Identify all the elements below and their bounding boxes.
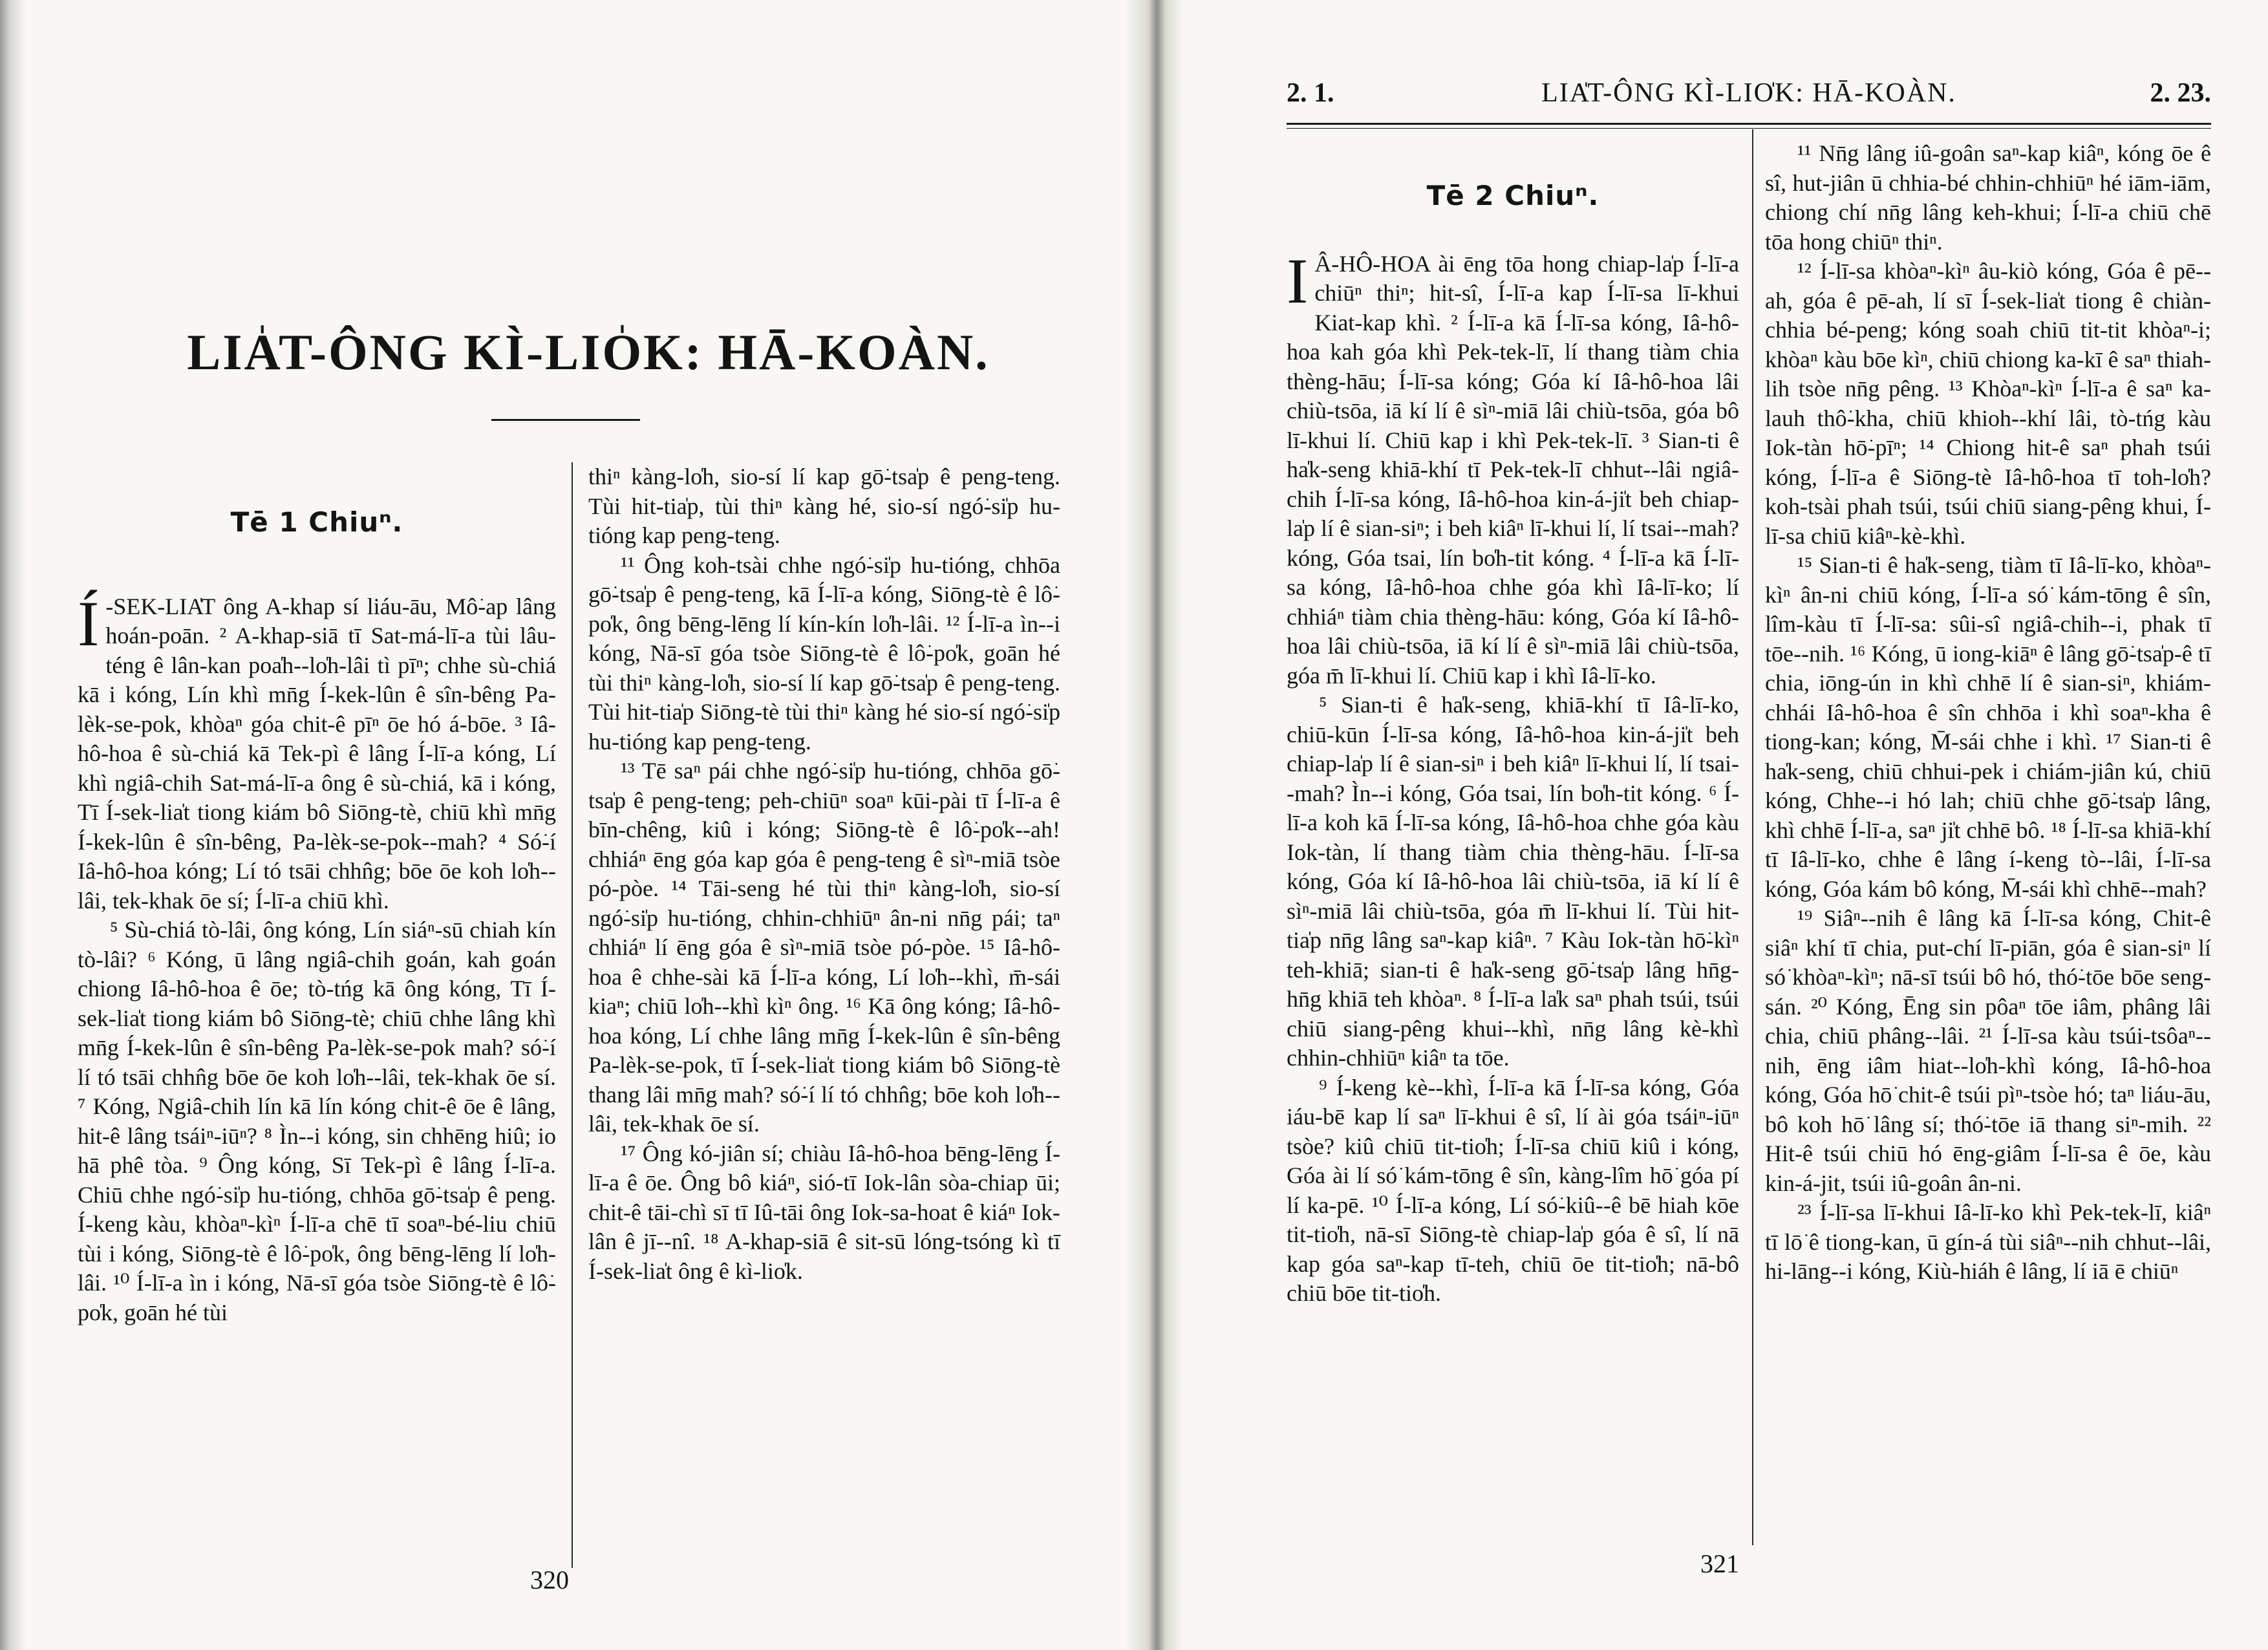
column-divider — [1752, 129, 1753, 1545]
column-divider — [572, 462, 573, 1568]
running-head-end-ref: 2. 23. — [2150, 78, 2211, 108]
chapter-heading: Tē 1 Chiuⁿ. — [230, 506, 403, 538]
book-title: LIA̍T-ÔNG KÌ-LIO̍K: HĀ-KOÀN. — [187, 324, 990, 380]
book-cover-edge — [0, 0, 26, 1650]
paragraph: ⁹ Í-keng kè--khì, Í-lī-a kā Í-lī-sa kóng, Góa iáu-bē kap lí saⁿ lī-khui ê sî, lí ài góa tsáiⁿ-iūⁿ tsòe? kiû chiū tit-tio̍h; Í-lī-sa chiū kiû i kóng, Góa ài lí só͘ kám-tōng ê sîn, kàng-lîm hō͘ góa pí lí ka-pē. ¹⁰ Í-lī-a kóng, Lí só͘-kiû--ê bē hiah kōe tit-tio̍h, nā-sī Siōng-tè chiap-la̍p góa ê sî, lí nā kap góa saⁿ-kap tī-teh, chiū ōe tit-tio̍h; nā-bô chiū bōe tit-tio̍h. — [1287, 1074, 1739, 1306]
page-number: 320 — [530, 1565, 569, 1594]
paragraph: ¹² Í-lī-sa khòaⁿ-kìⁿ âu-kiò kóng, Góa ê pē--ah, góa ê pē-ah, lí sī Í-sek-lia̍t tiong ê chiàn-chhia bé-peng; kóng soah chiū tit-tit khòaⁿ-i; khòaⁿ kàu bōe kìⁿ, chiū chiong ka-kī ê saⁿ thiah-lih tsòe nn̄g pêng. ¹³ Khòaⁿ-kìⁿ Í-lī-a ê saⁿ ka-lauh thô͘-kha, chiū khioh--khí lâi, tò-tńg kàu Iok-tàn hō͘-pīⁿ; ¹⁴ Chiong hit-ê saⁿ phah tsúi kóng, Í-lī-a ê Siōng-tè Iâ-hô-hoa tī toh-lo̍h? koh-tsài phah tsúi, tsúi chiū siang-pêng khui, Í-lī-sa chiū kiâⁿ-kè-khì. — [1765, 258, 2211, 549]
chapter-heading: Tē 2 Chiuⁿ. — [1426, 180, 1599, 211]
paragraph: ¹⁹ Siâⁿ--nih ê lâng kā Í-lī-sa kóng, Chit-ê siâⁿ khí tī chia, put-chí lī-piān, góa ê sian-siⁿ lí só͘ khòaⁿ-kìⁿ; nā-sī tsúi bô hó, thó͘-tōe bōe seng-sán. ²⁰ Kóng, Ēng sin pôaⁿ tōe iâm, phâng lâi chia, chiū phâng--lâi. ²¹ Í-lī-sa kàu tsúi-tsôaⁿ--nih, ēng iâm hiat--lo̍h-khì kóng, Iâ-hô-hoa kóng, Góa hō͘ chit-ê tsúi pìⁿ-tsòe hó; taⁿ liáu-āu, bô koh hō͘ lâng sí; thó͘-tōe iā thang siⁿ-mih. ²² Hit-ê tsúi chiū hó ēng-giâm Í-lī-sa ê ōe, kàu kin-á-jit, tsúi iû-goân ân-ni. — [1765, 905, 2211, 1196]
right-page — [1248, 0, 2263, 1650]
right-column-1 — [1287, 175, 1739, 1309]
paragraph-text: Â-HÔ-HOA ài ēng tōa hong chiap-la̍p Í-lī-a chiūⁿ thiⁿ; hit-sî, Í-lī-a kap Í-lī-sa lī-khui Kiat-kap khì. ² Í-lī-a kā Í-lī-sa kóng, Iâ-hô-hoa kah góa khì Pek-tek-lī, lí thang tiàm chia thèng-hāu; Í-lī-sa kóng; Góa kí Iâ-hô-hoa lâi chiù-tsōa, iā kí lí ê sìⁿ-miā lâi chiù-tsōa, góa bô lī-khui lí. Chiū kap i khì Pek-tek-lī. ³ Sian-ti ê ha̍k-seng khiā-khí tī Pek-tek-lī chhut--lâi ngiâ-chih Í-lī-sa kóng, Iâ-hô-hoa kin-á-ji̍t beh chiap-la̍p lí ê sian-siⁿ; i beh kiâⁿ lī-khui lí, lí tsai--mah? kóng, Góa tsai, lín bo̍h-tit kóng. ⁴ Í-lī-a kā Í-lī-sa kóng, Iâ-hô-hoa chhe góa khì Iâ-lī-ko; lí chhiáⁿ tiàm chia thèng-hāu: kóng, Góa kí Iâ-hô-hoa lâi chiù-tsōa, iā kí lí ê sìⁿ-miā lâi chiù-tsōa, góa m̄ lī-khui lí. Chiū kap i khì Iâ-lī-ko. — [1287, 250, 1739, 689]
page-number: 321 — [1700, 1549, 1739, 1578]
paragraph — [1287, 244, 1739, 691]
drop-cap: I — [1287, 244, 1309, 317]
left-column-2 — [588, 462, 1060, 1286]
paragraph: ¹⁵ Sian-ti ê ha̍k-seng, tiàm tī Iâ-lī-ko, khòaⁿ-kìⁿ ân-ni chiū kóng, Í-lī-a só͘ kám-tōng ê sîn, lîm-kàu tī Í-lī-sa: sûi-sî ngiâ-chih--i, phak tī tōe--nih. ¹⁶ Kóng, ū iong-kiāⁿ ê lâng gō͘-tsa̍p-ê tī chia, iōng-ún in khì chhē lí ê sian-siⁿ, khiám-chhái Iâ-hô-hoa ê sîn chhōa i khì soaⁿ-kha ê tiong-kan; kóng, M̄-sái chhe i khì. ¹⁷ Sian-ti ê ha̍k-seng, chiū chhui-pek i chiám-jiân kú, chiū kóng, Chhe--i hó lah; chiū chhe gō͘-tsa̍p lâng, khì chhē Í-lī-a, saⁿ ji̍t chhē bô. ¹⁸ Í-lī-sa khiā-khí tī Iâ-lī-ko, chhe ê lâng í-keng tò--lâi, Í-lī-sa kóng, Góa kám bô kóng, M̄-sái khì chhē--mah? — [1765, 552, 2211, 902]
paragraph-text: -SEK-LIA̍T ông A-khap sí liáu-āu, Mô͘-ap lâng hoán-poān. ² A-khap-siā tī Sat-má-lī-a tùi lâu-téng ê lân-kan poa̍h--lo̍h-lâi tì pīⁿ; chhe sù-chiá kā i kóng, Lín khì mn̄g Í-kek-lûn ê sîn-bêng Pa-lèk-se-pok, khòaⁿ góa chit-ê pīⁿ ōe hó á-bōe. ³ Iâ-hô-hoa ê sù-chiá kā Tek-pì ê lâng Í-lī-a kóng, Lí khì ngiâ-chih Sat-má-lī-a ông ê sù-chiá, kā i kóng, Tī Í-sek-lia̍t tiong kiám bô Siōng-tè, chiū khì mn̄g Í-kek-lûn ê sîn-bêng, Pa-lèk-se-pok--mah? ⁴ Só͘-í Iâ-hô-hoa kóng; Lí tó tsāi chhn̂g; bōe ōe koh lo̍h--lâi, tek-khak ōe sí; Í-lī-a chiū khì. — [78, 593, 556, 914]
running-head — [1287, 78, 2211, 116]
left-column-1 — [78, 491, 556, 1327]
right-column-2 — [1765, 139, 2211, 1287]
header-rule — [1287, 123, 2211, 129]
running-head-title: LIA̍T-ÔNG KÌ-LIO̍K: HĀ-KOÀN. — [1541, 78, 1956, 108]
running-head-start-ref: 2. 1. — [1287, 78, 1334, 108]
paragraph: ¹¹ Ông koh-tsài chhe ngó͘-si̍p hu-tióng, chhōa gō͘-tsa̍p ê peng-teng, kā Í-lī-a kóng, Siōng-tè ê lô͘-po̍k, ông bēng-lēng lí kín-kín lo̍h-lâi. ¹² Í-lī-a ìn--i kóng, Nā-sī góa tsòe Siōng-tè ê lô͘-po̍k, goān hé tùi thiⁿ kàng-lo̍h, sio-sí lí kap gō͘-tsa̍p ê peng-teng. Tùi hit-tia̍p Siōng-tè tùi thiⁿ kàng hé sio-sí ngó͘-si̍p hu-tióng kap peng-teng. — [588, 552, 1060, 755]
paragraph: ¹³ Tē saⁿ pái chhe ngó͘-si̍p hu-tióng, chhōa gō͘-tsa̍p ê peng-teng; peh-chiūⁿ soaⁿ kūi-pài tī Í-lī-a ê bīn-chêng, kiû i kóng; Siōng-tè ê lô͘-po̍k--ah! chhiáⁿ ēng góa kap góa ê peng-teng ê sìⁿ-miā tsòe pó-pòe. ¹⁴ Tāi-seng hé tùi thiⁿ kàng-lo̍h, sio-sí ngó͘-si̍p hu-tióng, chhin-chhiūⁿ ân-ni nn̄g pái; taⁿ chhiáⁿ lí ēng góa ê sìⁿ-miā tsòe pó-pòe. ¹⁵ Iâ-hô-hoa ê chhe-sài kā Í-lī-a kóng, Lí lo̍h--khì, m̄-sái kiaⁿ; chiū lo̍h--khì kìⁿ ông. ¹⁶ Kā ông kóng; Iâ-hô-hoa kóng, Lí chhe lâng mn̄g Í-kek-lûn ê sîn-bêng Pa-lèk-se-pok, tī Í-sek-lia̍t tiong kiám bô Siōng-tè thang lâi mn̄g mah? só͘-í lí tó chhn̂g; bōe koh lo̍h--lâi, tek-khak ōe sí. — [588, 758, 1060, 1137]
paragraph: ¹¹ Nn̄g lâng iû-goân saⁿ-kap kiâⁿ, kóng ōe ê sî, hut-jiân ū chhia-bé chhin-chhiūⁿ hé iām-iām, chiong chí nn̄g lâng keh-khui; Í-lī-a chiū chē tōa hong chiūⁿ thiⁿ. — [1765, 140, 2211, 255]
paragraph: thiⁿ kàng-lo̍h, sio-sí lí kap gō͘-tsa̍p ê peng-teng. Tùi hit-tia̍p, tùi thiⁿ kàng hé, sio-sí ngó͘-si̍p hu-tióng kap peng-teng. — [588, 464, 1060, 548]
book-gutter — [1125, 0, 1183, 1650]
paragraph: ²³ Í-lī-sa lī-khui Iâ-lī-ko khì Pek-tek-lī, kiâⁿ tī lō͘ ê tiong-kan, ū gín-á tùi siâⁿ--nih chhut--lâi, hi-lāng--i kóng, Kiù-hiáh ê lâng, lí iā ē chiūⁿ — [1765, 1199, 2211, 1284]
drop-cap: Í — [78, 587, 100, 659]
paragraph: ⁵ Sù-chiá tò-lâi, ông kóng, Lín siáⁿ-sū chiah kín tò-lâi? ⁶ Kóng, ū lâng ngiâ-chih goán, kah goán chiong Iâ-hô-hoa ê ōe; tò-tńg kā ông kóng, Tī Í-sek-lia̍t tiong kiám bô Siōng-tè; chiū chhe lâng khì mn̄g Í-kek-lûn ê sîn-bêng Pa-lèk-se-pok mah? só͘-í lí tó tsāi chhn̂g bōe ōe koh lo̍h--lâi, tek-khak ōe sí. ⁷ Kóng, Ngiâ-chih lín kā lín kóng chit-ê ōe ê lâng, hit-ê lâng tsáiⁿ-iūⁿ? ⁸ Ìn--i kóng, sin chhēng hiû; io hā phê tòa. ⁹ Ông kóng, Sī Tek-pì ê lâng Í-lī-a. Chiū chhe ngó͘-si̍p hu-tióng, chhōa gō͘-tsa̍p ê peng. Í-keng kàu, khòaⁿ-kìⁿ Í-lī-a chē tī soaⁿ-bé-liu chiū tùi i kóng, Siōng-tè ê lô͘-po̍k, ông bēng-lēng lí lo̍h-lâi. ¹⁰ Í-lī-a ìn i kóng, Nā-sī góa tsòe Siōng-tè ê lô͘-po̍k, goān hé tùi — [78, 917, 556, 1325]
paragraph: ⁵ Sian-ti ê ha̍k-seng, khiā-khí tī Iâ-lī-ko, chiū-kūn Í-lī-sa kóng, Iâ-hô-hoa kin-á-ji̍t beh chiap-la̍p lí ê sian-siⁿ i beh kiâⁿ lī-khui lí, lí tsai--mah? Ìn--i kóng, Góa tsai, lín bo̍h-tit kóng. ⁶ Í-lī-a koh kā Í-lī-sa kóng, Iâ-hô-hoa chhe góa kàu Iok-tàn, lí thang tiàm chia thèng-hāu. Í-lī-sa kóng, Góa kí Iâ-hô-hoa lâi chiù-tsōa, iā kí lí ê sìⁿ-miā lâi chiù-tsōa, góa m̄ lī-khui lí. Tùi hit-tia̍p nn̄g lâng saⁿ-kap kiâⁿ. ⁷ Kàu Iok-tàn hō͘-kìⁿ teh-khiā; sian-ti ê ha̍k-seng gō͘-tsa̍p lâng hn̄g-hn̄g khiā teh khòaⁿ. ⁸ Í-lī-a la̍k saⁿ phah tsúi, tsúi chiū siang-pêng khui--khì, nn̄g lâng kè-khì chhin-chhiūⁿ kiâⁿ ta tōe. — [1287, 692, 1739, 1071]
paragraph: ¹⁷ Ông kó-jiân sí; chiàu Iâ-hô-hoa bēng-lēng Í-lī-a ê ōe. Ông bô kiáⁿ, sió-tī Iok-lân sòa-chiap ūi; chit-ê tāi-chì sī tī Iû-tāi ông Iok-sa-hoat ê kiáⁿ Iok-lân ê jī--nî. ¹⁸ A-khap-siā ê sit-sū lóng-tsóng kì tī Í-sek-lia̍t ông ê kì-lio̍k. — [588, 1140, 1060, 1284]
left-page — [39, 0, 1112, 1650]
title-rule — [491, 419, 640, 421]
paragraph — [78, 587, 556, 916]
